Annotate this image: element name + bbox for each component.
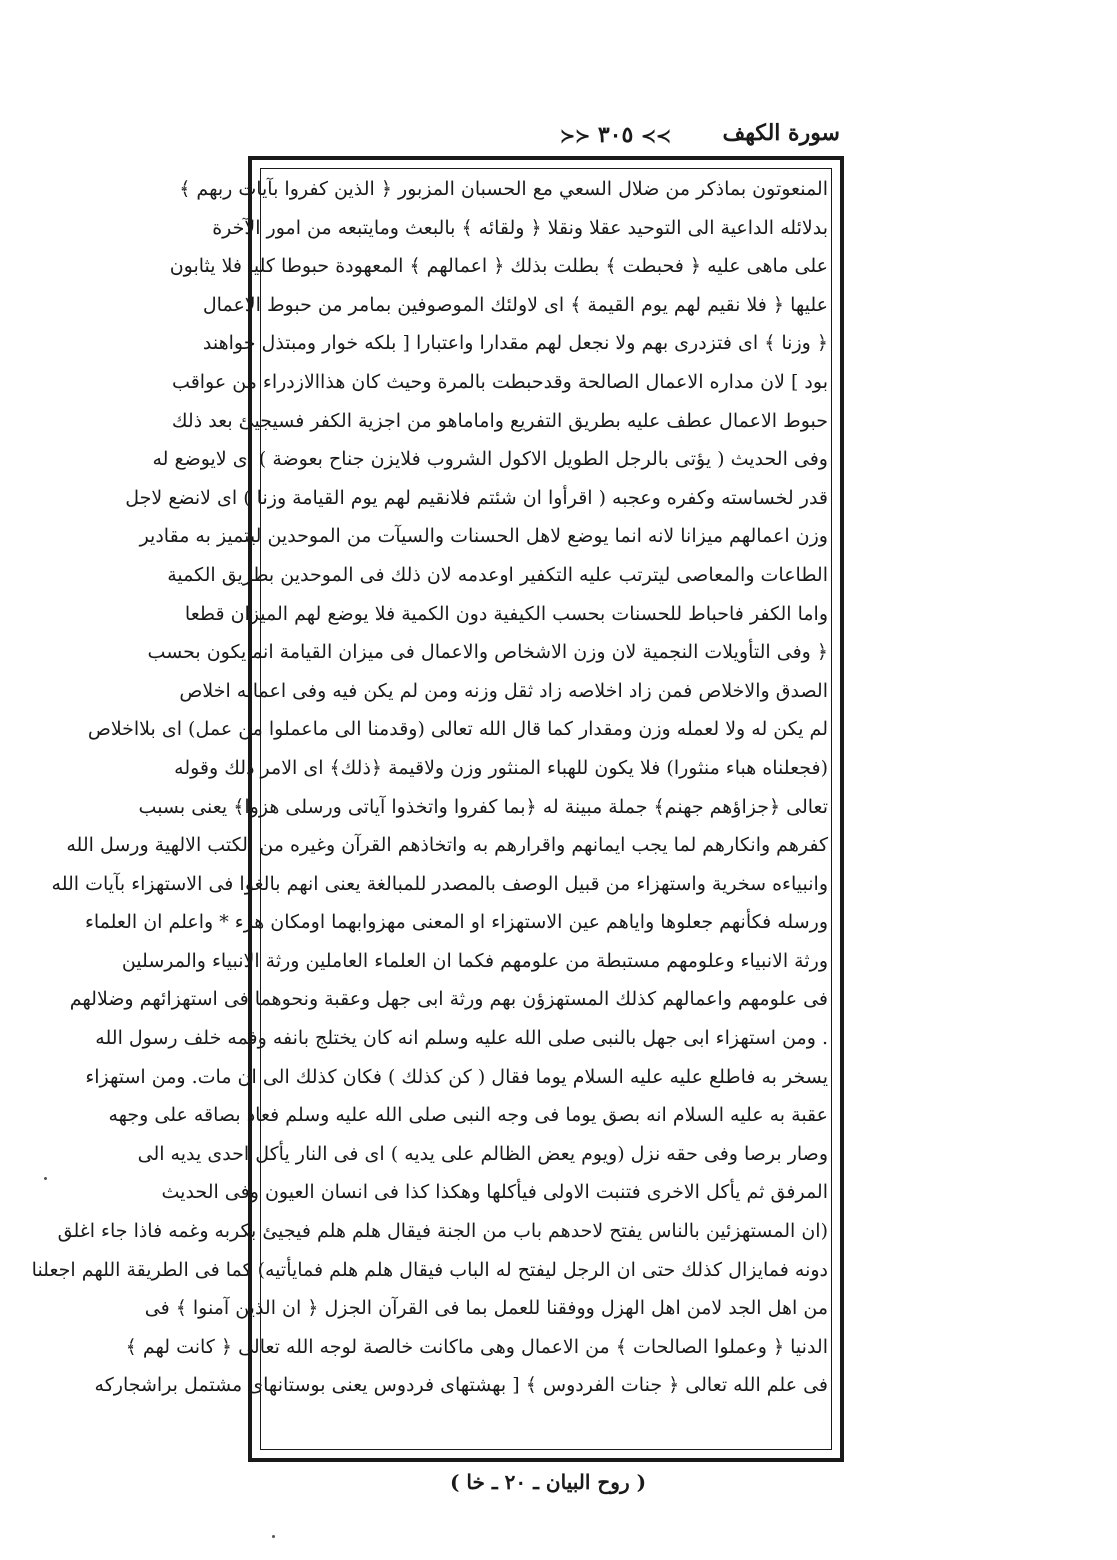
- text-line: الطاعات والمعاصى ليترتب عليه التكفير اوعدمه لان ذلك فى الموحدين بطريق الكمية: [167, 563, 828, 586]
- text-line: (فجعلناه هباء منثورا) فلا يكون للهباء المنثور وزن ولاقيمة ﴿ذلك﴾ اى الامر ذلك وقوله: [174, 756, 828, 779]
- scan-speck: [44, 1177, 47, 1180]
- text-line: كفرهم وانكارهم لما يجب ايمانهم واقرارهم به واتخاذهم القرآن وغيره من الكتب الالهية ورسل الله: [66, 834, 828, 857]
- text-line: قدر لخساسته وكفره وعجبه ( اقرأوا ان شئتم فلانقيم لهم يوم القيامة وزنا ) اى لانضع لاجل: [125, 486, 828, 509]
- ornament-left-icon: ≻≻: [640, 126, 672, 147]
- text-line: بود ] لان مداره الاعمال الصالحة وقدحبطت بالمرة وحيث كان هذاالازدراء من عواقب: [172, 370, 828, 393]
- text-line: ﴿ وفى التأويلات النجمية لان وزن الاشخاص والاعمال فى ميزان القيامة انمايكون بحسب: [147, 641, 828, 664]
- scan-speck: [272, 1535, 275, 1538]
- text-line: واما الكفر فاحباط للحسنات بحسب الكيفية دون الكمية فلا يوضع لهم الميزان قطعا: [184, 602, 828, 625]
- text-line: . ومن استهزاء ابى جهل بالنبى صلى الله عليه وسلم انه كان يختلج بانفه وفمه خلف رسول الله: [95, 1027, 828, 1050]
- surah-title: سورة الكهف: [722, 120, 840, 146]
- text-line: الصدق والاخلاص فمن زاد اخلاصه زاد ثقل وزنه ومن لم يكن فيه وفى اعماله اخلاص: [179, 679, 828, 702]
- text-line: يسخر به فاطلع عليه عليه السلام يوما فقال ( كن كذلك ) فكان كذلك الى ان مات. ومن استهزاء: [85, 1065, 828, 1088]
- text-line: ورسله فكأنهم جعلوها واياهم عين الاستهزاء او المعنى مهزوابهما اومكان هزء * واعلم ان العلماء: [84, 911, 828, 934]
- page-header: [250, 120, 840, 160]
- text-line: وانبياءه سخرية واستهزاء من قبيل الوصف بالمصدر للمبالغة يعنى انهم بالغوا فى الاستهزاء بآيات الله: [51, 872, 828, 895]
- text-line: عقبة به عليه السلام انه بصق يوما فى وجه النبى صلى الله عليه وسلم فعاد بصاقه على وجهه: [108, 1104, 828, 1127]
- text-line: وزن اعمالهم ميزانا لانه انما يوضع لاهل الحسنات والسيآت من الموحدين ليتميز به مقادير: [139, 525, 828, 548]
- text-line: وفى الحديث ( يؤتى بالرجل الطويل الاكول الشروب فلايزن جناح بعوضة ) اى لايوضع له: [152, 448, 828, 471]
- text-line: الدنيا ﴿ وعملوا الصالحات ﴾ من الاعمال وهى ماكانت خالصة لوجه الله تعالى ﴿ كانت لهم ﴾: [125, 1335, 828, 1358]
- text-line: (ان المستهزئين بالناس يفتح لاحدهم باب من الجنة فيقال هلم هلم فيجيئ بكربه وغمه فاذا جاء اغلق: [57, 1220, 828, 1243]
- text-line: دونه فمايزال كذلك حتى ان الرجل ليفتح له الباب فيقال هلم هلم فمايأتيه) كما فى الطريقة اللهم اجعلنا: [31, 1258, 828, 1281]
- text-line: عليها ﴿ فلا نقيم لهم يوم القيمة ﴾ اى لاولئك الموصوفين بمامر من حبوط الاعمال: [202, 293, 828, 316]
- text-line: المرفق ثم يأكل الاخرى فتنبت الاولى فيأكلها وهكذا كذا فى انسان العيون وفى الحديث: [161, 1181, 828, 1204]
- text-line: المنعوتون بماذكر من ضلال السعي مع الحسبان المزبور ﴿ الذين كفروا بآيات ربهم ﴾: [179, 178, 828, 200]
- text-line: من اهل الجد لامن اهل الهزل ووفقنا للعمل بما فى القرآن الجزل ﴿ ان الذين آمنوا ﴾ فى: [144, 1297, 828, 1320]
- text-line: على ماهى عليه ﴿ فحبطت ﴾ بطلت بذلك ﴿ اعمالهم ﴾ المعهودة حبوطا كليا فلا يثابون: [169, 255, 828, 278]
- ornament-right-icon: ≺≺: [560, 126, 591, 147]
- text-line: ﴿ وزنا ﴾ اى فتزدرى بهم ولا نجعل لهم مقدارا واعتبارا [ بلكه خوار ومبتذل خواهند: [202, 332, 828, 355]
- text-line: ورثة الانبياء وعلومهم مستبطة من علومهم فكما ان العلماء العاملين ورثة الانبياء والمرسلين: [121, 949, 828, 972]
- page-number: [560, 122, 671, 148]
- body-text: [31, 170, 828, 1450]
- text-line: بدلائله الداعية الى التوحيد عقلا ونقلا ﴿ ولقائه ﴾ بالبعث ومايتبعه من امور الآخرة: [212, 216, 828, 239]
- text-line: حبوط الاعمال عطف عليه بطريق التفريع واماماهو من اجزية الكفر فسيجيئ بعد ذلك: [171, 409, 828, 432]
- text-line: فى علم الله تعالى ﴿ جنات الفردوس ﴾ [ بهشتهاى فردوس يعنى بوستانهاى مشتمل براشجاركه: [94, 1374, 828, 1397]
- page-footer: ( روح البيان ـ ٢٠ ـ خا ): [449, 1470, 647, 1494]
- text-line: فى علومهم واعمالهم كذلك المستهزؤن بهم ورثة ابى جهل وعقبة ونحوهما فى استهزائهم وضلالهم: [69, 988, 828, 1011]
- page-number-value: ٣٠٥: [597, 122, 634, 148]
- text-line: وصار برصا وفى حقه نزل (ويوم يعض الظالم على يديه ) اى فى النار يأكل احدى يديه الى: [137, 1142, 828, 1165]
- text-line: تعالى ﴿جزاؤهم جهنم﴾ جملة مبينة له ﴿بما كفروا واتخذوا آياتى ورسلى هزوا﴾ يعنى بسبب: [138, 795, 828, 818]
- text-line: لم يكن له ولا لعمله وزن ومقدار كما قال الله تعالى (وقدمنا الى ماعملوا من عمل) اى بلااخلاص: [87, 718, 828, 741]
